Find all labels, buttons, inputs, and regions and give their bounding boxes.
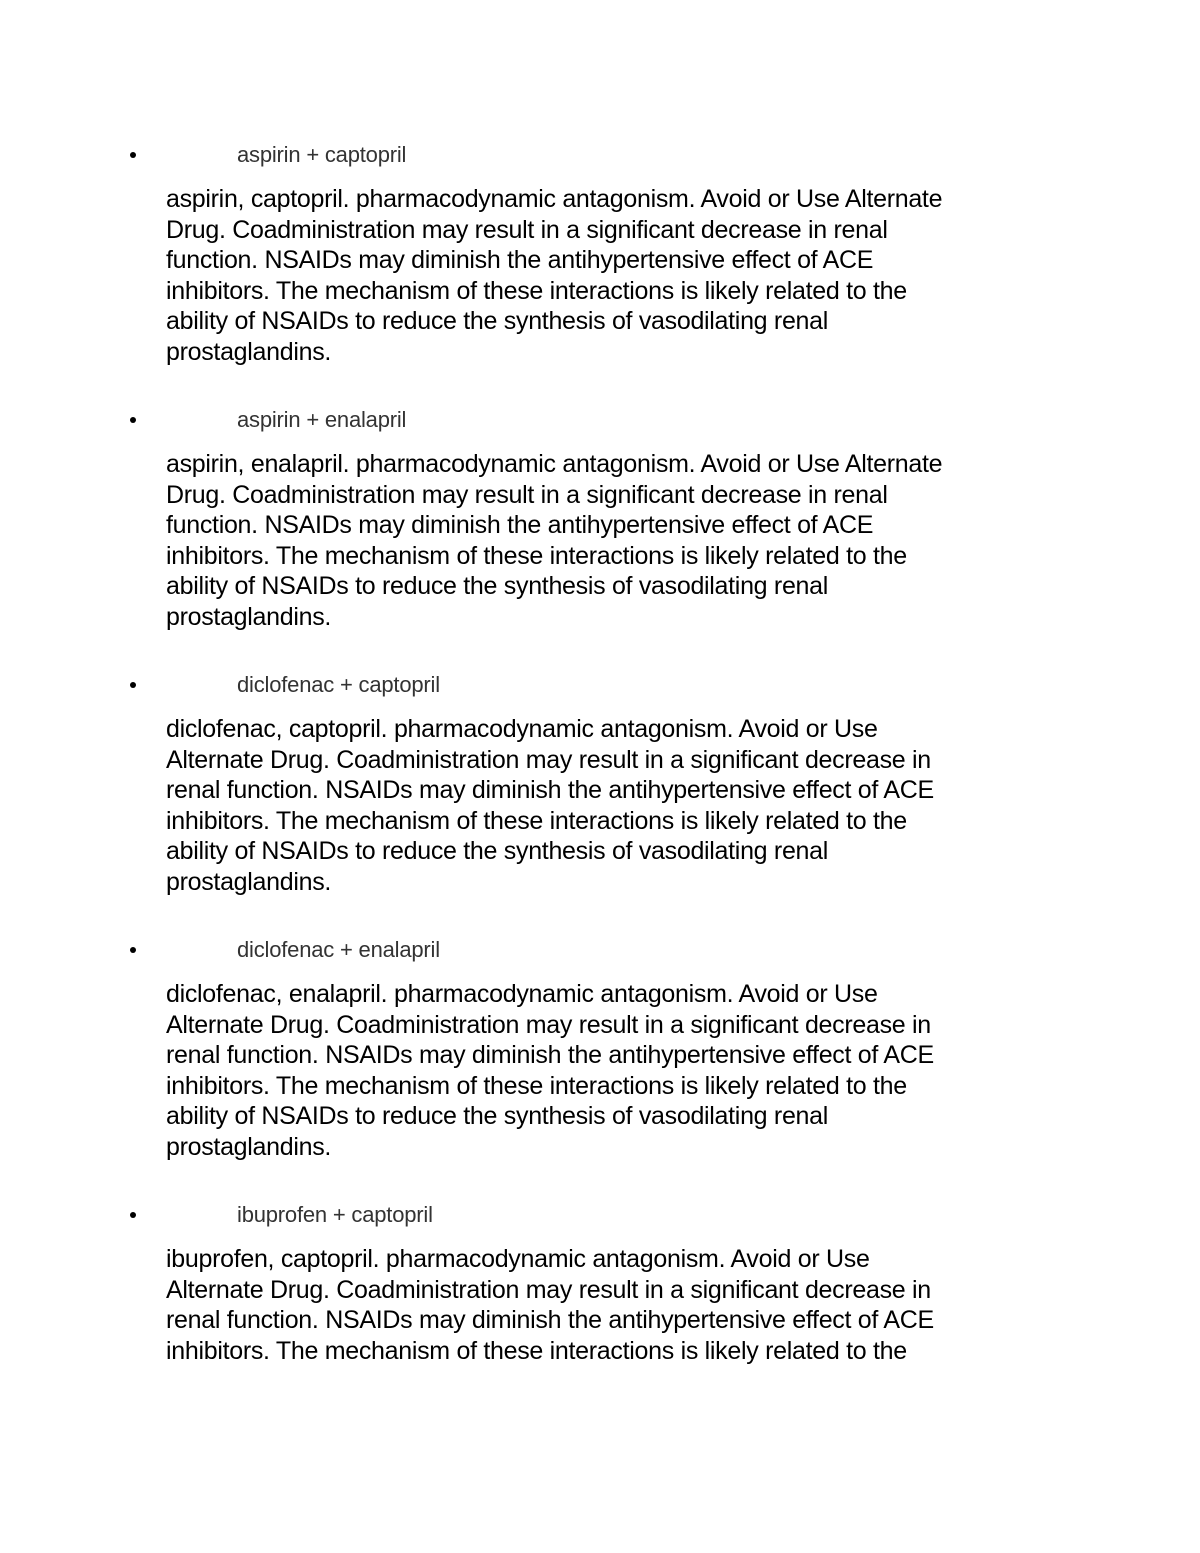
interaction-description: diclofenac, captopril. pharmacodynamic antagonism. Avoid or Use Alternate Drug. Coadministration may result in a significant decrease in renal function. NSAIDs may diminish the antihypertensive effect of ACE inhibitors. The mechanism of these interactions is likely related to the ability of NSAIDs to reduce the synthesis of vasodilating renal prostaglandins. bbox=[166, 715, 934, 896]
drug-pair-label: aspirin + captopril bbox=[237, 142, 407, 167]
bullet-icon bbox=[130, 682, 136, 688]
bullet-icon bbox=[130, 152, 136, 158]
bullet-item bbox=[0, 670, 1200, 700]
bullet-icon bbox=[130, 947, 136, 953]
bullet-icon bbox=[130, 1212, 136, 1218]
drug-pair-label: aspirin + enalapril bbox=[237, 407, 407, 432]
bullet-icon bbox=[130, 417, 136, 423]
drug-pair-label: diclofenac + enalapril bbox=[237, 937, 440, 962]
bullet-item bbox=[0, 935, 1200, 965]
bullet-item bbox=[0, 1200, 1200, 1230]
drug-pair-label: diclofenac + captopril bbox=[237, 672, 440, 697]
interaction-description: aspirin, enalapril. pharmacodynamic antagonism. Avoid or Use Alternate Drug. Coadministration may result in a significant decrease in renal function. NSAIDs may diminish the antihypertensive effect of ACE inhibitors. The mechanism of these interactions is likely related to the ability of NSAIDs to reduce the synthesis of vasodilating renal prostaglandins. bbox=[166, 450, 943, 631]
interaction-description: aspirin, captopril. pharmacodynamic antagonism. Avoid or Use Alternate Drug. Coadministration may result in a significant decrease in renal function. NSAIDs may diminish the antihypertensive effect of ACE inhibitors. The mechanism of these interactions is likely related to the ability of NSAIDs to reduce the synthesis of vasodilating renal prostaglandins. bbox=[166, 185, 943, 366]
interaction-description: diclofenac, enalapril. pharmacodynamic antagonism. Avoid or Use Alternate Drug. Coadministration may result in a significant decrease in renal function. NSAIDs may diminish the antihypertensive effect of ACE inhibitors. The mechanism of these interactions is likely related to the ability of NSAIDs to reduce the synthesis of vasodilating renal prostaglandins. bbox=[166, 980, 934, 1161]
bullet-item bbox=[0, 140, 1200, 170]
drug-pair-label: ibuprofen + captopril bbox=[237, 1202, 433, 1227]
bullet-item bbox=[0, 405, 1200, 435]
interaction-description: ibuprofen, captopril. pharmacodynamic antagonism. Avoid or Use Alternate Drug. Coadministration may result in a significant decrease in renal function. NSAIDs may diminish the antihypertensive effect of ACE inhibitors. The mechanism of these interactions is likely related to the bbox=[166, 1245, 934, 1365]
